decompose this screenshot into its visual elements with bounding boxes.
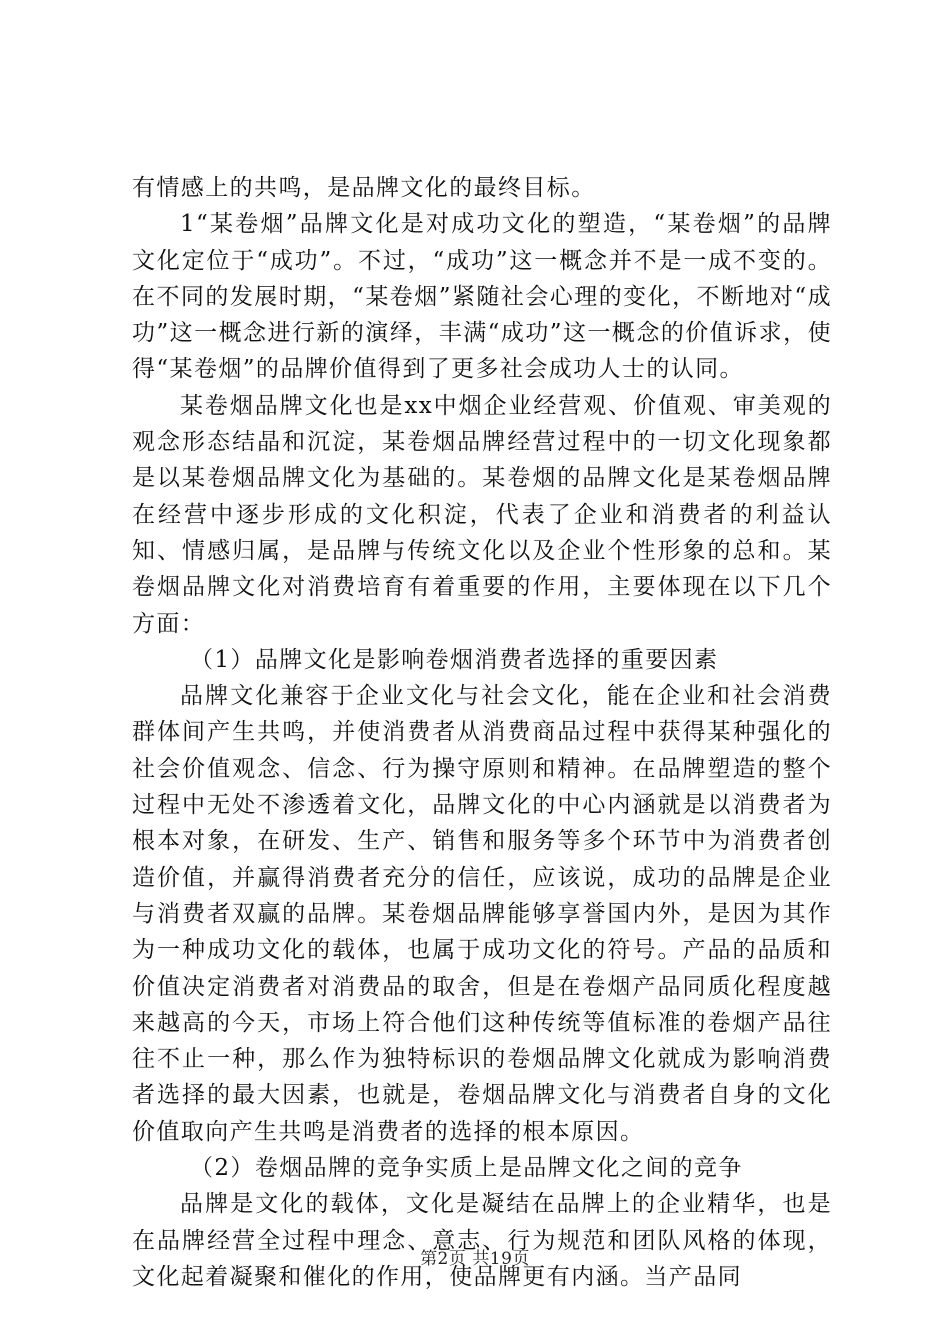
paragraph-success-culture: 1“某卷烟”品牌文化是对成功文化的塑造，“某卷烟”的品牌文化定位于“成功”。不过，“成功”这一概念并不是一成不变的。在不同的发展时期，“某卷烟”紧随社会心理的变化，不断地对“成功”这一概念进行新的演绎，丰满“成功”这一概念的价值诉求，使得“某卷烟”的品牌价值得到了更多社会成功人士的认同。: [132, 211, 832, 383]
paragraph-brand-carrier: 品牌是文化的载体，文化是凝结在品牌上的企业精华，也是在品牌经营全过程中理念、意志、行为规范和团队风格的体现，文化起着凝聚和催化的作用，使品牌更有内涵。当产品同: [132, 1191, 832, 1290]
paragraph-brand-culture-overview: 某卷烟品牌文化也是xx中烟企业经营观、价值观、审美观的观念形态结晶和沉淀，某卷烟品牌经营过程中的一切文化现象都是以某卷烟品牌文化为基础的。某卷烟的品牌文化是某卷烟品牌在经营中逐步形成的文化积淀，代表了企业和消费者的利益认知、情感归属，是品牌与传统文化以及企业个性形象的总和。某卷烟品牌文化对消费培育有着重要的作用，主要体现在以下几个方面：: [132, 392, 832, 637]
page-number-footer: 第2页 共19页: [420, 1249, 530, 1269]
section-heading-2: （2）卷烟品牌的竞争实质上是品牌文化之间的竞争: [190, 1155, 743, 1182]
paragraph-consumer-choice: 品牌文化兼容于企业文化与社会文化，能在企业和社会消费群体间产生共鸣，并使消费者从消费商品过程中获得某种强化的社会价值观念、信念、行为操守原则和精神。在品牌塑造的整个过程中无处不渗透着文化，品牌文化的中心内涵就是以消费者为根本对象，在研发、生产、销售和服务等多个环节中为消费者创造价值，并赢得消费者充分的信任，应该说，成功的品牌是企业与消费者双赢的品牌。某卷烟品牌能够享誉国内外，是因为其作为一种成功文化的载体，也属于成功文化的符号。产品的品质和价值决定消费者对消费品的取舍，但是在卷烟产品同质化程度越来越高的今天，市场上符合他们这种传统等值标准的卷烟产品往往不止一种，那么作为独特标识的卷烟品牌文化就成为影响消费者选择的最大因素，也就是，卷烟品牌文化与消费者自身的文化价值取向产生共鸣是消费者的选择的根本原因。: [132, 683, 832, 1145]
paragraph-continuation: 有情感上的共鸣，是品牌文化的最终目标。: [132, 175, 596, 201]
document-body: [132, 170, 832, 1295]
section-heading-1: （1）品牌文化是影响卷烟消费者选择的重要因素: [190, 646, 719, 673]
